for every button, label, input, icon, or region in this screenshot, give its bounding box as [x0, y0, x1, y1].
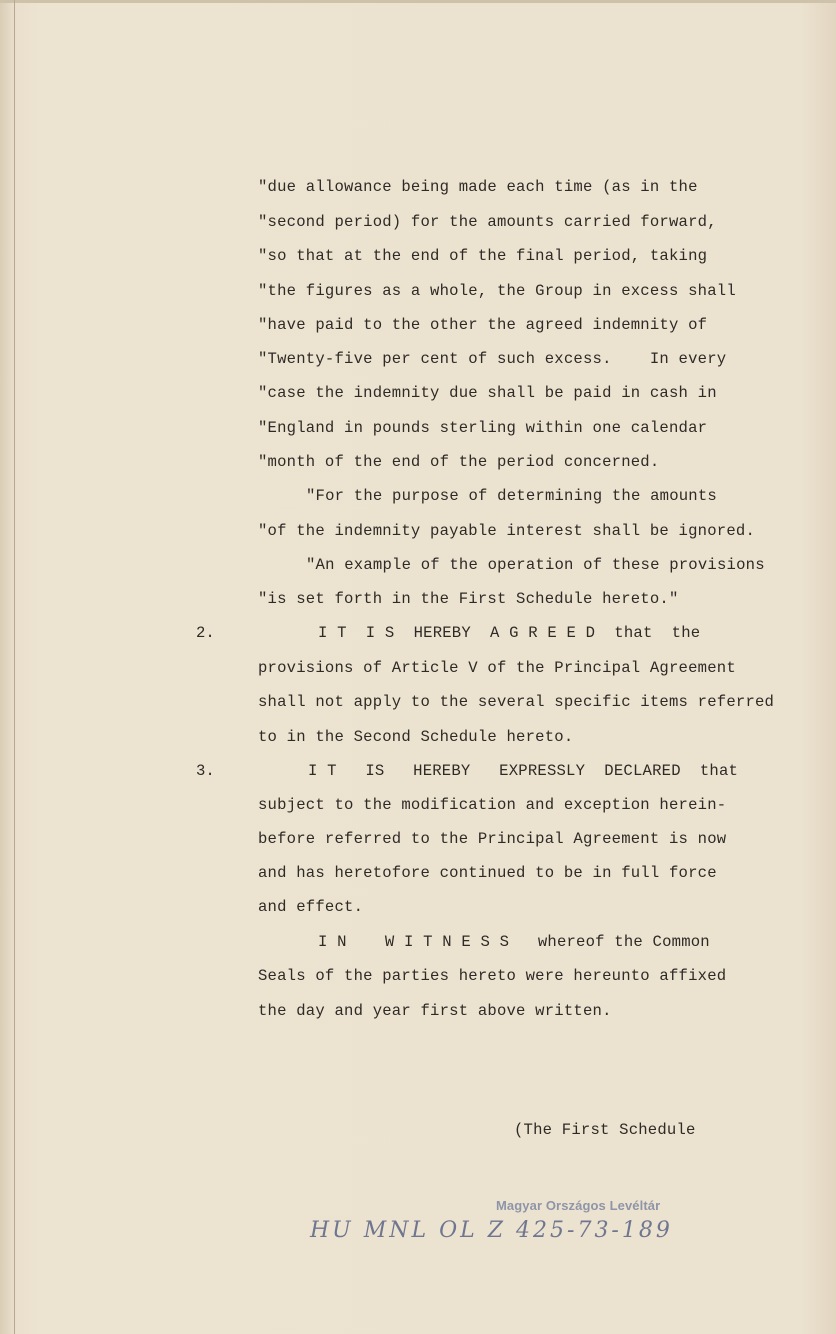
text-line: "An example of the operation of these provisions [306, 556, 765, 574]
text-line: and effect. [258, 898, 364, 916]
text-line: "is set forth in the First Schedule hereto." [258, 590, 679, 608]
text-line: "the figures as a whole, the Group in excess shall [258, 282, 736, 300]
text-line: before referred to the Principal Agreement is now [258, 830, 727, 848]
text-line: "For the purpose of determining the amounts [306, 487, 717, 505]
continuation-note: (The First Schedule [514, 1121, 696, 1139]
text-line: Seals of the parties hereto were hereunto affixed [258, 967, 727, 985]
text-line: "so that at the end of the final period, taking [258, 247, 708, 265]
text-line: provisions of Article V of the Principal Agreement [258, 659, 736, 677]
text-line: I T I S HEREBY A G R E E D that the [318, 624, 701, 642]
text-line: to in the Second Schedule hereto. [258, 728, 574, 746]
archive-reference: HU MNL OL Z 425-73-189 [310, 1218, 673, 1243]
text-line: "due allowance being made each time (as in the [258, 178, 698, 196]
text-line: shall not apply to the several specific items referred [258, 693, 775, 711]
text-line: subject to the modification and exception herein- [258, 796, 727, 814]
text-line: "have paid to the other the agreed indemnity of [258, 316, 708, 334]
clause-number: 3. [196, 762, 215, 780]
clause-number: 2. [196, 624, 215, 642]
text-line: "Twenty-five per cent of such excess. In every [258, 350, 727, 368]
text-line: "second period) for the amounts carried forward, [258, 213, 717, 231]
text-line: "case the indemnity due shall be paid in cash in [258, 384, 717, 402]
text-line: "England in pounds sterling within one calendar [258, 419, 708, 437]
text-line: the day and year first above written. [258, 1002, 612, 1020]
text-line: and has heretofore continued to be in full force [258, 864, 717, 882]
archive-stamp: Magyar Országos Levéltár [496, 1198, 661, 1213]
text-line: "of the indemnity payable interest shall be ignored. [258, 522, 756, 540]
text-line: I N W I T N E S S whereof the Common [318, 933, 710, 951]
text-line: I T IS HEREBY EXPRESSLY DECLARED that [308, 762, 739, 780]
page-left-edge [14, 0, 15, 1334]
text-line: "month of the end of the period concerned. [258, 453, 660, 471]
page-top-edge [0, 0, 836, 3]
